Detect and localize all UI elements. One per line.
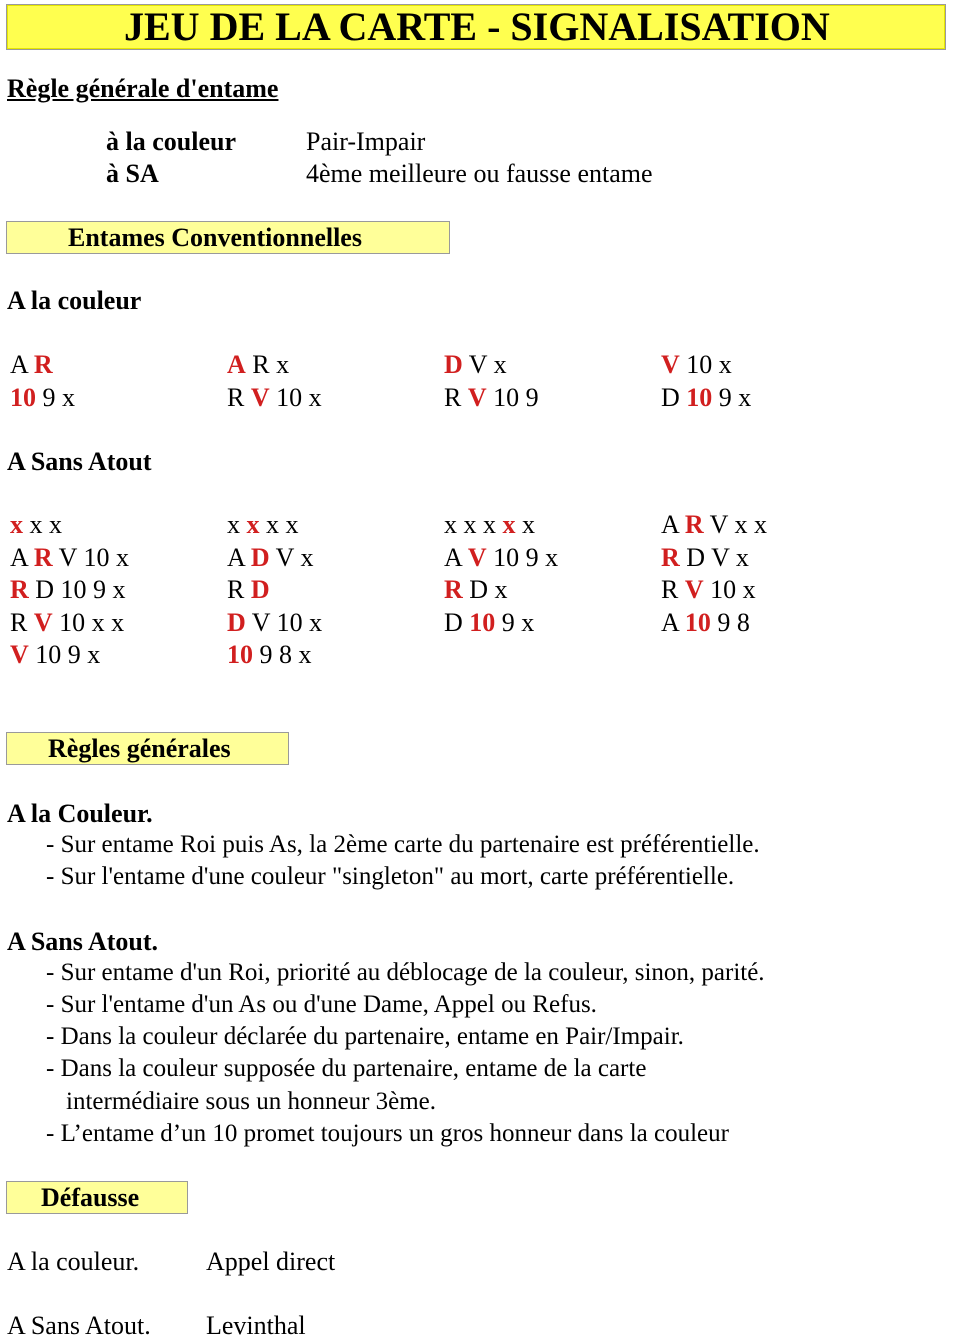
card-text: 9 x <box>712 382 752 412</box>
lead-card-marker: 10 <box>227 640 253 669</box>
rules-suit-heading: A la Couleur. <box>7 799 153 828</box>
card-holding <box>10 382 75 415</box>
card-text: x <box>515 510 535 539</box>
lead-card-marker: x <box>10 510 23 539</box>
card-holding <box>444 542 558 575</box>
lead-card-marker: R <box>33 542 53 572</box>
card-holding <box>661 509 767 542</box>
page-title: JEU DE LA CARTE - SIGNALISATION <box>124 4 830 49</box>
rule-item: - Dans la couleur supposée du partenaire, entame de la carte <box>46 1055 647 1082</box>
lead-card-marker: D <box>250 575 270 604</box>
card-holding <box>444 607 534 640</box>
lead-card-marker: R <box>10 575 29 604</box>
lead-card-marker: V <box>10 640 29 669</box>
section-title: Règles générales <box>48 734 231 763</box>
card-holding <box>10 607 124 640</box>
lead-card-marker: D <box>444 350 463 379</box>
card-holding <box>661 382 751 415</box>
card-text: V 10 x <box>245 607 323 637</box>
card-text: 9 x <box>36 382 75 412</box>
card-holding <box>227 542 313 575</box>
card-holding <box>227 509 299 542</box>
discard-value: Appel direct <box>206 1247 336 1276</box>
lead-card-marker: V <box>467 382 487 412</box>
card-text: 9 8 <box>710 607 750 637</box>
card-text: 10 x <box>269 382 322 412</box>
card-text: V x <box>462 350 507 379</box>
card-holding <box>10 574 126 607</box>
card-holding <box>10 509 62 542</box>
lead-rule-heading: Règle générale d'entame <box>7 74 279 103</box>
lead-rule-label: à SA <box>106 159 159 188</box>
card-holding <box>444 382 539 415</box>
card-text: A <box>10 542 34 572</box>
lead-rule-value: 4ème meilleure ou fausse entame <box>306 159 653 188</box>
card-text: D <box>444 607 470 637</box>
card-text: R <box>227 575 251 604</box>
card-holding <box>227 349 289 382</box>
card-text: 9 x <box>495 607 535 637</box>
card-holding <box>10 542 129 575</box>
card-holding <box>661 542 749 575</box>
card-text: x <box>227 510 247 539</box>
lead-card-marker: R <box>33 350 53 379</box>
suit-leads-heading: A la couleur <box>7 286 142 315</box>
card-text: 9 8 x <box>253 640 312 669</box>
card-text: x x <box>259 510 299 539</box>
lead-card-marker: R <box>444 575 463 604</box>
card-text: A <box>661 510 685 539</box>
lead-card-marker: R <box>661 542 680 572</box>
lead-card-marker: R <box>684 510 704 539</box>
card-holding <box>444 509 535 542</box>
rule-item: - Dans la couleur déclarée du partenaire, entame en Pair/Impair. <box>46 1023 684 1050</box>
card-holding <box>10 349 53 382</box>
rule-item: - L’entame d’un 10 promet toujours un gros honneur dans la couleur <box>46 1120 729 1147</box>
card-text: 10 x <box>703 575 756 604</box>
card-text: A <box>661 607 685 637</box>
card-text: V x <box>269 542 314 572</box>
card-text: x x x <box>444 510 503 539</box>
card-text: R <box>10 607 34 637</box>
lead-card-marker: 10 <box>469 607 496 637</box>
card-holding <box>227 639 312 672</box>
card-text: D x <box>462 575 508 604</box>
card-text: V 10 x <box>52 542 129 572</box>
card-text: R <box>444 382 468 412</box>
notrump-leads-heading: A Sans Atout <box>7 447 152 476</box>
rule-item: - Sur entame Roi puis As, la 2ème carte du partenaire est préférentielle. <box>46 831 760 858</box>
rule-item: - Sur entame d'un Roi, priorité au déblocage de la couleur, sinon, parité. <box>46 959 765 986</box>
lead-card-marker: V <box>250 382 270 412</box>
lead-card-marker: A <box>227 350 246 379</box>
card-holding <box>661 607 750 640</box>
lead-card-marker: x <box>502 510 516 539</box>
card-holding <box>444 574 508 607</box>
card-text: A <box>227 542 251 572</box>
card-text: D <box>661 382 687 412</box>
card-text: V x x <box>703 510 767 539</box>
lead-card-marker: 10 <box>686 382 713 412</box>
card-holding <box>227 382 322 415</box>
card-text: D 10 9 x <box>28 575 126 604</box>
lead-rule-label: à la couleur <box>106 127 236 156</box>
card-text: 10 9 <box>486 382 539 412</box>
card-text: R <box>661 575 685 604</box>
card-holding <box>227 607 322 640</box>
card-text: 10 x x <box>52 607 125 637</box>
discard-label: A Sans Atout. <box>7 1311 151 1340</box>
lead-card-marker: V <box>684 575 704 604</box>
card-holding <box>227 574 270 607</box>
card-text: 10 9 x <box>486 542 559 572</box>
lead-card-marker: V <box>33 607 53 637</box>
card-holding <box>661 349 732 382</box>
lead-card-marker: x <box>246 510 260 539</box>
rule-item: - Sur l'entame d'une couleur "singleton" au mort, carte préférentielle. <box>46 863 735 890</box>
lead-card-marker: 10 <box>684 607 711 637</box>
card-text: A <box>444 542 468 572</box>
card-holding <box>444 349 507 382</box>
rules-notrump-heading: A Sans Atout. <box>7 927 158 956</box>
card-text: x x <box>23 510 62 539</box>
lead-rule-value: Pair-Impair <box>306 127 426 156</box>
lead-card-marker: D <box>227 607 246 637</box>
card-text: A <box>10 350 34 379</box>
lead-card-marker: V <box>661 350 680 379</box>
lead-card-marker: V <box>467 542 487 572</box>
card-text: 10 x <box>679 350 732 379</box>
lead-card-marker: 10 <box>10 382 36 412</box>
card-text: R x <box>245 350 290 379</box>
card-text: R <box>227 382 251 412</box>
card-holding <box>10 639 100 672</box>
discard-label: A la couleur. <box>7 1247 140 1276</box>
rule-item: - Sur l'entame d'un As ou d'une Dame, Appel ou Refus. <box>46 991 597 1018</box>
lead-card-marker: D <box>250 542 270 572</box>
discard-value: Levinthal <box>206 1311 306 1340</box>
rule-item-continuation: intermédiaire sous un honneur 3ème. <box>66 1088 437 1115</box>
card-holding <box>661 574 756 607</box>
section-title: Entames Conventionnelles <box>68 223 362 252</box>
section-title: Défausse <box>41 1183 140 1212</box>
card-text: D V x <box>679 542 749 572</box>
card-text: 10 9 x <box>28 640 101 669</box>
